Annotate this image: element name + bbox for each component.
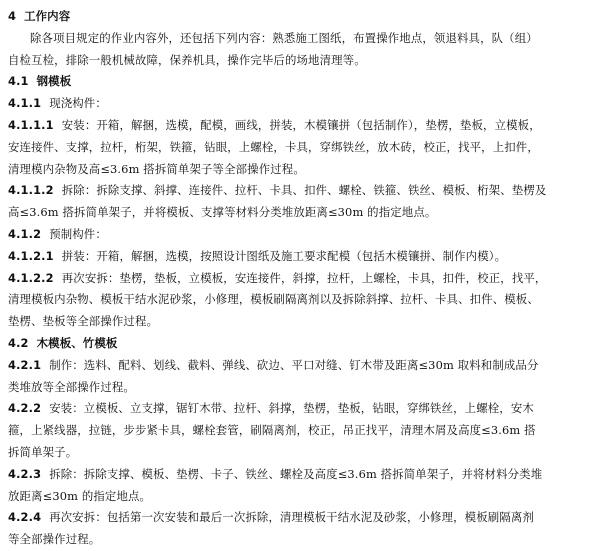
item-4-1-1-2-line-2: 高≤3.6m 搭拆简单架子，并将模板、支撑等材料分类堆放距离≤30m 的指定地点。 — [8, 205, 437, 220]
section-number: 4 — [8, 9, 17, 23]
item-4-2-2-line-1: 4.2.2 安装：立模板、立支撑，锯钉木带、拉杆、斜撑，垫楞，垫板，钻眼，穿绑铁丝，上螺栓，安木 — [8, 401, 534, 416]
item-4-2-1-line-2: 类堆放等全部操作过程。 — [8, 379, 135, 394]
subheading-4-1: 4.1 钢模板 — [8, 74, 72, 89]
item-4-2-2-line-3: 拆简单架子。 — [8, 444, 78, 459]
item-4-1-2-2-line-3: 垫楞、垫板等全部操作过程。 — [8, 314, 159, 329]
intro-line-2: 自检互检，排除一般机械故障，保养机具，操作完毕后的场地清理等。 — [8, 52, 366, 67]
item-4-2-3-line-1: 4.2.3 拆除：拆除支撑、模板、垫楞、卡子、铁丝、螺栓及高度≤3.6m 搭拆简单架子，并将材料分类堆 — [8, 466, 543, 481]
item-4-1-1-2-line-1: 4.1.1.2 拆除：拆除支撑、斜撑、连接件、拉杆、卡具、扣件、螺栓、铁箍、铁丝、模板、桁架、垫楞及 — [8, 183, 547, 198]
item-4-2-1-line-1: 4.2.1 制作：选料、配料、划线、截料、弹线、砍边、平口对缝、钉木带及距离≤30m 取料和制成品分 — [8, 357, 539, 372]
section-title: 工作内容 — [24, 9, 71, 23]
item-4-1-2-2-line-2: 清理模板内杂物、模板干结水泥砂浆，小修理，模板刷隔离剂以及拆除斜撑、拉杆、卡具、扣件、模板、 — [8, 292, 539, 307]
subheading-4-1-2: 4.1.2 预制构件： — [8, 226, 107, 241]
item-4-2-4-line-2: 等全部操作过程。 — [8, 532, 101, 547]
subheading-4-2: 4.2 木模板、竹模板 — [8, 335, 118, 350]
item-4-2-3-line-2: 放距离≤30m 的指定地点。 — [8, 488, 152, 503]
item-4-2-2-line-2: 箍，上紧线器，拉链，步步紧卡具，螺栓套管，刷隔离剂，校正，吊正找平，清理木屑及高度≤3.6m 搭 — [8, 423, 536, 438]
intro-line-1: 除各项目规定的作业内容外，还包括下列内容：熟悉施工图纸，布置操作地点，领退料具，队（组） — [30, 30, 538, 45]
item-4-1-1-1-line-1: 4.1.1.1 安装：开箱，解捆，选模，配模，画线，拼装，木模镶拼（包括制作），垫楞，垫板，立模板， — [8, 117, 541, 132]
section-heading — [8, 6, 592, 28]
item-4-2-4-line-1: 4.2.4 再次安拆：包括第一次安装和最后一次拆除，清理模板干结水泥及砂浆，小修理，模板刷隔离剂 — [8, 510, 534, 525]
item-4-1-2-1-line-1: 4.1.2.1 拼装：开箱，解捆，选模，按照设计图纸及施工要求配模（包括木模镶拼、制作内模）。 — [8, 248, 507, 263]
item-4-1-1-1-line-3: 清理模内杂物及高≤3.6m 搭拆简单架子等全部操作过程。 — [8, 161, 305, 176]
subheading-4-1-1: 4.1.1 现浇构件： — [8, 96, 107, 111]
item-4-1-1-1-line-2: 安连接件、支撑，拉杆，桁架，铁箍，钻眼，上螺栓，卡具，穿绑铁丝，放木砖，校正，找平，上扣件， — [8, 139, 539, 154]
item-4-1-2-2-line-1: 4.1.2.2 再次安拆：垫楞，垫板，立模板，安连接件，斜撑，拉杆，上螺栓，卡具，扣件，校正，找平， — [8, 270, 547, 285]
